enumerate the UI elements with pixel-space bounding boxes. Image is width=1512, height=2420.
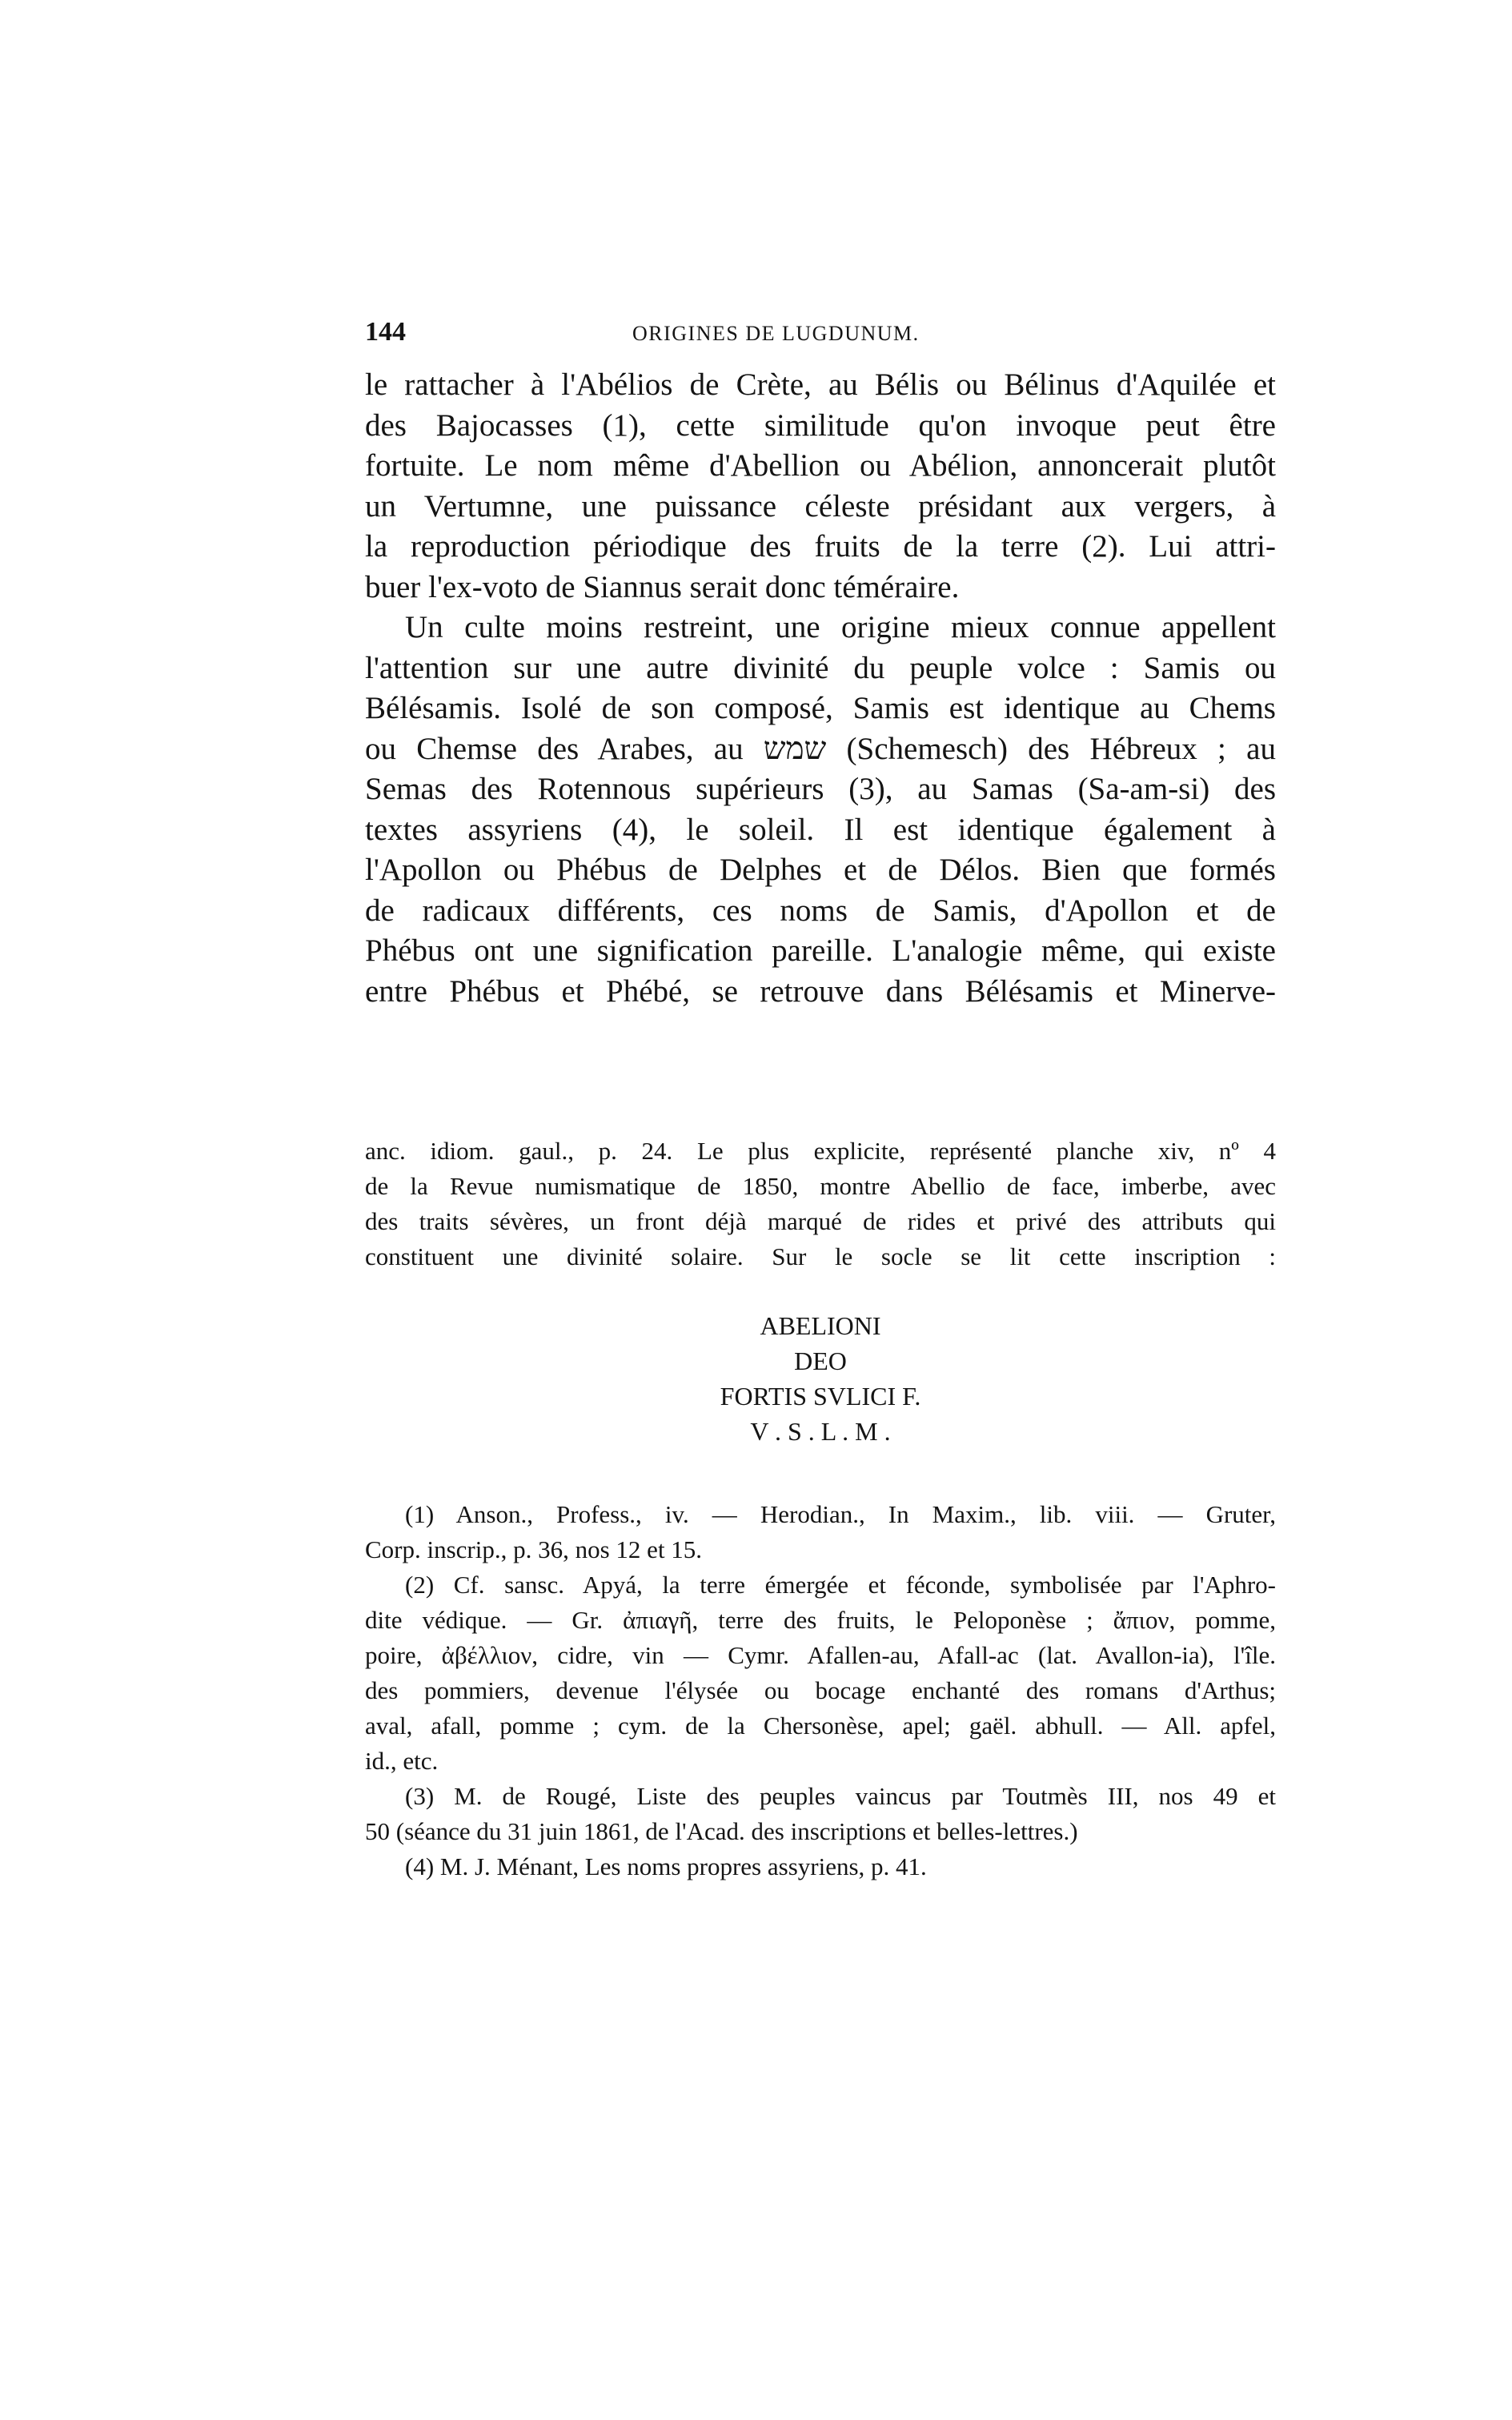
inscription-line: V . S . L . M . [750,1417,891,1446]
text-line: un Vertumne, une puissance céleste présidant aux vergers, à [365,488,1276,524]
footnote-line: (2) Cf. sansc. Apyá, la terre émergée et féconde, symbolisée par l'Aphro- [405,1571,1276,1599]
page-number: 144 [365,317,406,347]
footnote-line: 50 (séance du 31 juin 1861, de l'Acad. des inscriptions et belles-lettres.) [365,1817,1078,1845]
text-line: de radicaux différents, ces noms de Samis, d'Apollon et de [365,893,1276,928]
footnote-line: (4) M. J. Ménant, Les noms propres assyriens, p. 41. [405,1852,927,1880]
text-line: la reproduction périodique des fruits de la terre (2). Lui attri- [365,529,1276,564]
text-line: fortuite. Le nom même d'Abellion ou Abélion, annoncerait plutôt [365,448,1276,483]
footnote-line: constituent une divinité solaire. Sur le socle se lit cette inscription : [365,1242,1276,1270]
text-line: buer l'ex-voto de Siannus serait donc téméraire. [365,569,960,604]
footnote-line: dite védique. — Gr. ἀπιαγῆ, terre des fruits, le Peloponèse ; ἄπιον, pomme, [365,1606,1276,1634]
footnote-line: id., etc. [365,1747,439,1775]
text-line: Phébus ont une signification pareille. L'analogie même, qui existe [365,933,1276,968]
text-line: Un culte moins restreint, une origine mieux connue appellent [405,610,1276,644]
text-line: Semas des Rotennous supérieurs (3), au Samas (Sa-am-si) des [365,772,1276,806]
text-line: textes assyriens (4), le soleil. Il est identique également à [365,812,1276,847]
text-line: Bélésamis. Isolé de son composé, Samis est identique au Chems [365,691,1276,725]
inscription-line: DEO [794,1346,847,1375]
footnote-line: (3) M. de Rougé, Liste des peuples vaincus par Toutmès III, nos 49 et [405,1782,1276,1810]
text-line: ou Chemse des Arabes, au שמש (Schemesch) des Hébreux ; au [365,731,1276,766]
footnote-line: poire, ἀβέλλιον, cidre, vin — Cymr. Afallen-au, Afall-ac (lat. Avallon-ia), l'île. [365,1641,1276,1669]
footnote-line: aval, afall, pomme ; cym. de la Chersonèse, apel; gaël. abhull. — All. apfel, [365,1712,1276,1740]
inscription-line: ABELIONI [760,1311,881,1340]
continued-footnote [365,1134,1276,1274]
footnote-line: des traits sévères, un front déjà marqué de rides et privé des attributs qui [365,1207,1276,1235]
text-line: l'attention sur une autre divinité du peuple volce : Samis ou [365,650,1276,685]
inscription [365,1308,1276,1449]
main-text [365,365,1276,1012]
footnotes [365,1497,1276,1884]
footnote-line: (1) Anson., Profess., iv. — Herodian., In Maxim., lib. viii. — Gruter, [405,1500,1276,1528]
text-line: l'Apollon ou Phébus de Delphes et de Délos. Bien que formés [365,853,1276,887]
running-title: ORIGINES DE LUGDUNUM. [632,322,920,345]
footnote-line: Corp. inscrip., p. 36, nos 12 et 15. [365,1535,703,1563]
text-line: entre Phébus et Phébé, se retrouve dans Bélésamis et Minerve- [365,973,1276,1009]
inscription-line: FORTIS SVLICI F. [720,1382,921,1411]
text-line: des Bajocasses (1), cette similitude qu'on invoque peut être [365,407,1276,443]
page-header [365,317,973,357]
footnote-line: des pommiers, devenue l'élysée ou bocage enchanté des romans d'Arthus; [365,1676,1276,1704]
footnote-line: de la Revue numismatique de 1850, montre Abellio de face, imberbe, avec [365,1172,1276,1200]
footnote-line: anc. idiom. gaul., p. 24. Le plus explicite, représenté planche xiv, nº 4 [365,1137,1276,1165]
text-line: le rattacher à l'Abélios de Crète, au Bélis ou Bélinus d'Aquilée et [365,367,1276,402]
